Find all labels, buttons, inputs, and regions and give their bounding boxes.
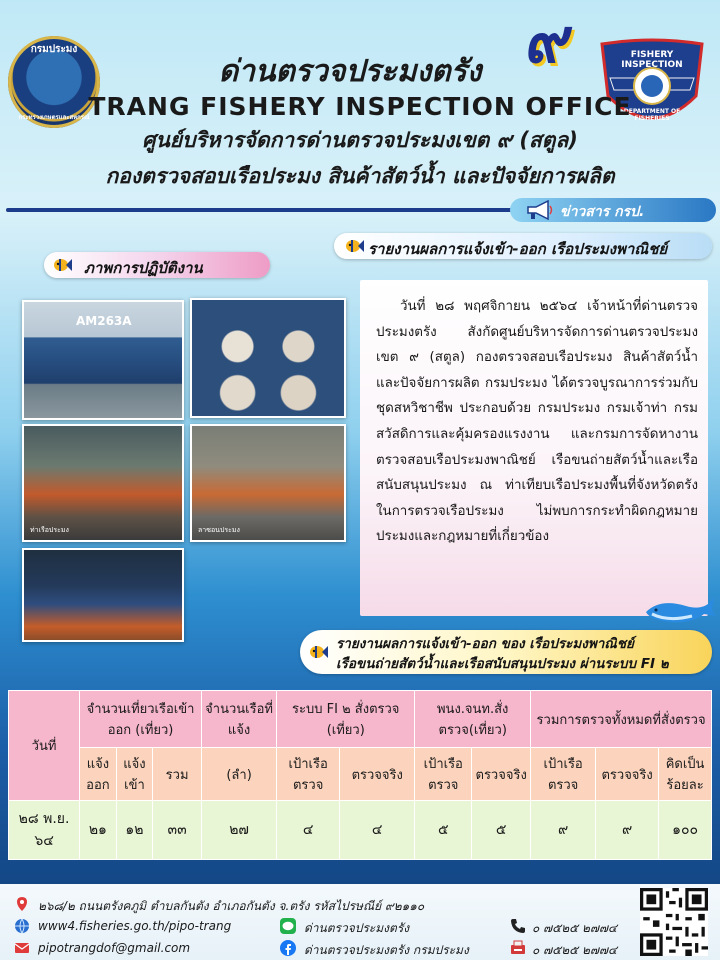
- badge-text-bottom: DEPARTMENT OF FISHERIES: [623, 108, 681, 122]
- badge-text-top: FISHERY INSPECTION: [621, 50, 683, 70]
- cell-value: ๒๗: [201, 801, 276, 860]
- qr-code[interactable]: [640, 888, 708, 956]
- photo-inspection-team-1: [22, 424, 184, 542]
- report-paragraph: วันที่ ๒๘ พฤศจิกายน ๒๕๖๔ เจ้าหน้าที่ด่านตรวจประมงตรัง สังกัดศูนย์บริหารจัดการด่านตรวจประมง เขต ๙ (สตูล) กองตรวจสอบเรือประมง สินค้าสัตว์น้ำ และปัจจัยการผลิต กรมประมง ได้ตรวจบูรณาการร่วมกับชุดสหวิชาชีพ ประกอบด้วย กรมประมง กรมเจ้าท่า กรมสวัสดิการและคุ้มครองแรงงาน และกรมการจัดหางาน ตรวจสอบเรือประมงพาณิชย์ เรือขนถ่ายสัตว์น้ำและเรือสนับสนุนประมง ณ ท่าเทียบเรือประมงพื้นที่จังหวัดตรัง ในการตรวจเรือประมง ไม่พบการกระทำผิดกฎหมายประมงและกฎหมายที่เกี่ยวข้อง: [376, 299, 698, 545]
- col-date: วันที่: [9, 691, 80, 801]
- location-pin-icon: [14, 896, 30, 912]
- photo-fish-crates: [190, 298, 346, 418]
- cell-value: ๒๑: [80, 801, 117, 860]
- report-section-title: [334, 233, 712, 259]
- fish-icon: [344, 237, 364, 255]
- globe-icon: [14, 918, 30, 934]
- col-sub: (ลำ): [201, 748, 276, 801]
- fish-icon: [52, 256, 72, 274]
- facebook-icon: [280, 940, 296, 956]
- footer-email[interactable]: pipotrangdof@gmail.com: [38, 941, 191, 955]
- cell-value: ๑๐๐: [659, 801, 712, 860]
- col-sub: เป้าเรือตรวจ: [415, 748, 472, 801]
- whale-icon: [642, 594, 716, 628]
- footer-address: ๒๖๘/๒ ถนนตรังคภูมิ ตำบลกันตัง อำเภอกันตัง จ.ตรัง รหัสไปรษณีย์ ๙๒๑๑๐: [38, 899, 425, 913]
- col-sub: ตรวจจริง: [596, 748, 659, 801]
- photo-caption-2: ลาซอนประมง: [198, 526, 240, 534]
- col-group-trips: จำนวนเที่ยวเรือเข้าออก (เที่ยว): [80, 691, 202, 748]
- cell-value: ๓๓: [153, 801, 202, 860]
- page-title-english: TRANG FISHERY INSPECTION OFFICE: [88, 92, 632, 121]
- email-icon: [14, 940, 30, 956]
- fi2-title-line-1: รายงานผลการแจ้งเข้า-ออก ของ เรือประมงพาณิชย์: [336, 636, 634, 652]
- photo-fishing-nets: [22, 548, 184, 642]
- logo-left-text-top: กรมประมง: [30, 44, 78, 55]
- boat-label: AM263A: [76, 314, 132, 328]
- fish-icon: [308, 643, 328, 661]
- photo-inspection-team-2: [190, 424, 346, 542]
- col-sub: เป้าเรือตรวจ: [277, 748, 340, 801]
- col-sub: เป้าเรือตรวจ: [531, 748, 596, 801]
- footer-fax: ๐ ๗๕๒๕ ๒๗๗๔: [532, 943, 618, 957]
- news-label: ข่าวสาร กรป.: [560, 204, 645, 220]
- cell-value: ๕: [415, 801, 472, 860]
- photo-caption-1: ท่าเรือประมง: [30, 526, 69, 534]
- cell-value: ๔: [277, 801, 340, 860]
- col-sub: ตรวจจริง: [340, 748, 415, 801]
- subtitle-center: ศูนย์บริหารจัดการด่านตรวจประมงเขต ๙ (สตูล): [142, 128, 578, 152]
- cell-value: ๑๒: [116, 801, 153, 860]
- megaphone-icon: [524, 200, 554, 220]
- col-sub: แจ้งเข้า: [116, 748, 153, 801]
- cell-date: ๒๘ พ.ย. ๖๔: [9, 801, 80, 860]
- col-group-total: รวมการตรวจทั้งหมดที่สั่งตรวจ: [531, 691, 712, 748]
- header-divider: [6, 208, 526, 212]
- footer-line[interactable]: ด่านตรวจประมงตรัง: [304, 921, 410, 935]
- photos-section-label: ภาพการปฏิบัติงาน: [84, 259, 203, 277]
- report-section-label: รายงานผลการแจ้งเข้า-ออก เรือประมงพาณิชย์: [368, 240, 668, 258]
- col-group-pnc: พนง.จนท.สั่งตรวจ(เที่ยว): [415, 691, 531, 748]
- logo-left-text-bottom: กระทรวงเกษตรและสหกรณ์: [18, 114, 90, 121]
- cell-value: ๙: [531, 801, 596, 860]
- photos-section-title: [44, 252, 270, 278]
- col-sub: คิดเป็นร้อยละ: [659, 748, 712, 801]
- cell-value: ๕: [472, 801, 531, 860]
- cell-value: ๙: [596, 801, 659, 860]
- photo-boat: [22, 300, 184, 420]
- phone-icon: [510, 918, 526, 934]
- footer-facebook[interactable]: ด่านตรวจประมงตรัง กรมประมง: [304, 943, 469, 957]
- cell-value: ๔: [340, 801, 415, 860]
- fi2-title-line-2: เรือขนถ่ายสัตว์น้ำและเรือสนับสนุนประมง ผ่านระบบ FI ๒: [336, 656, 669, 672]
- subtitle-division: กองตรวจสอบเรือประมง สินค้าสัตว์น้ำ และปัจจัยการผลิต: [105, 164, 615, 188]
- region-number: ๙: [522, 4, 578, 77]
- table-row: [9, 801, 712, 860]
- col-sub: รวม: [153, 748, 202, 801]
- page-title-thai: ด่านตรวจประมงตรัง: [218, 54, 482, 89]
- col-sub: ตรวจจริง: [472, 748, 531, 801]
- line-app-icon: [280, 918, 296, 934]
- inspection-table: [8, 690, 712, 860]
- col-group-fi2: ระบบ FI ๒ สั่งตรวจ (เที่ยว): [277, 691, 415, 748]
- col-group-reported: จำนวนเรือที่แจ้ง: [201, 691, 276, 748]
- col-sub: แจ้งออก: [80, 748, 117, 801]
- footer-phone: ๐ ๗๕๒๕ ๒๗๗๔: [532, 921, 618, 935]
- footer-website[interactable]: www4.fisheries.go.th/pipo-trang: [38, 919, 232, 933]
- fax-icon: [510, 940, 526, 956]
